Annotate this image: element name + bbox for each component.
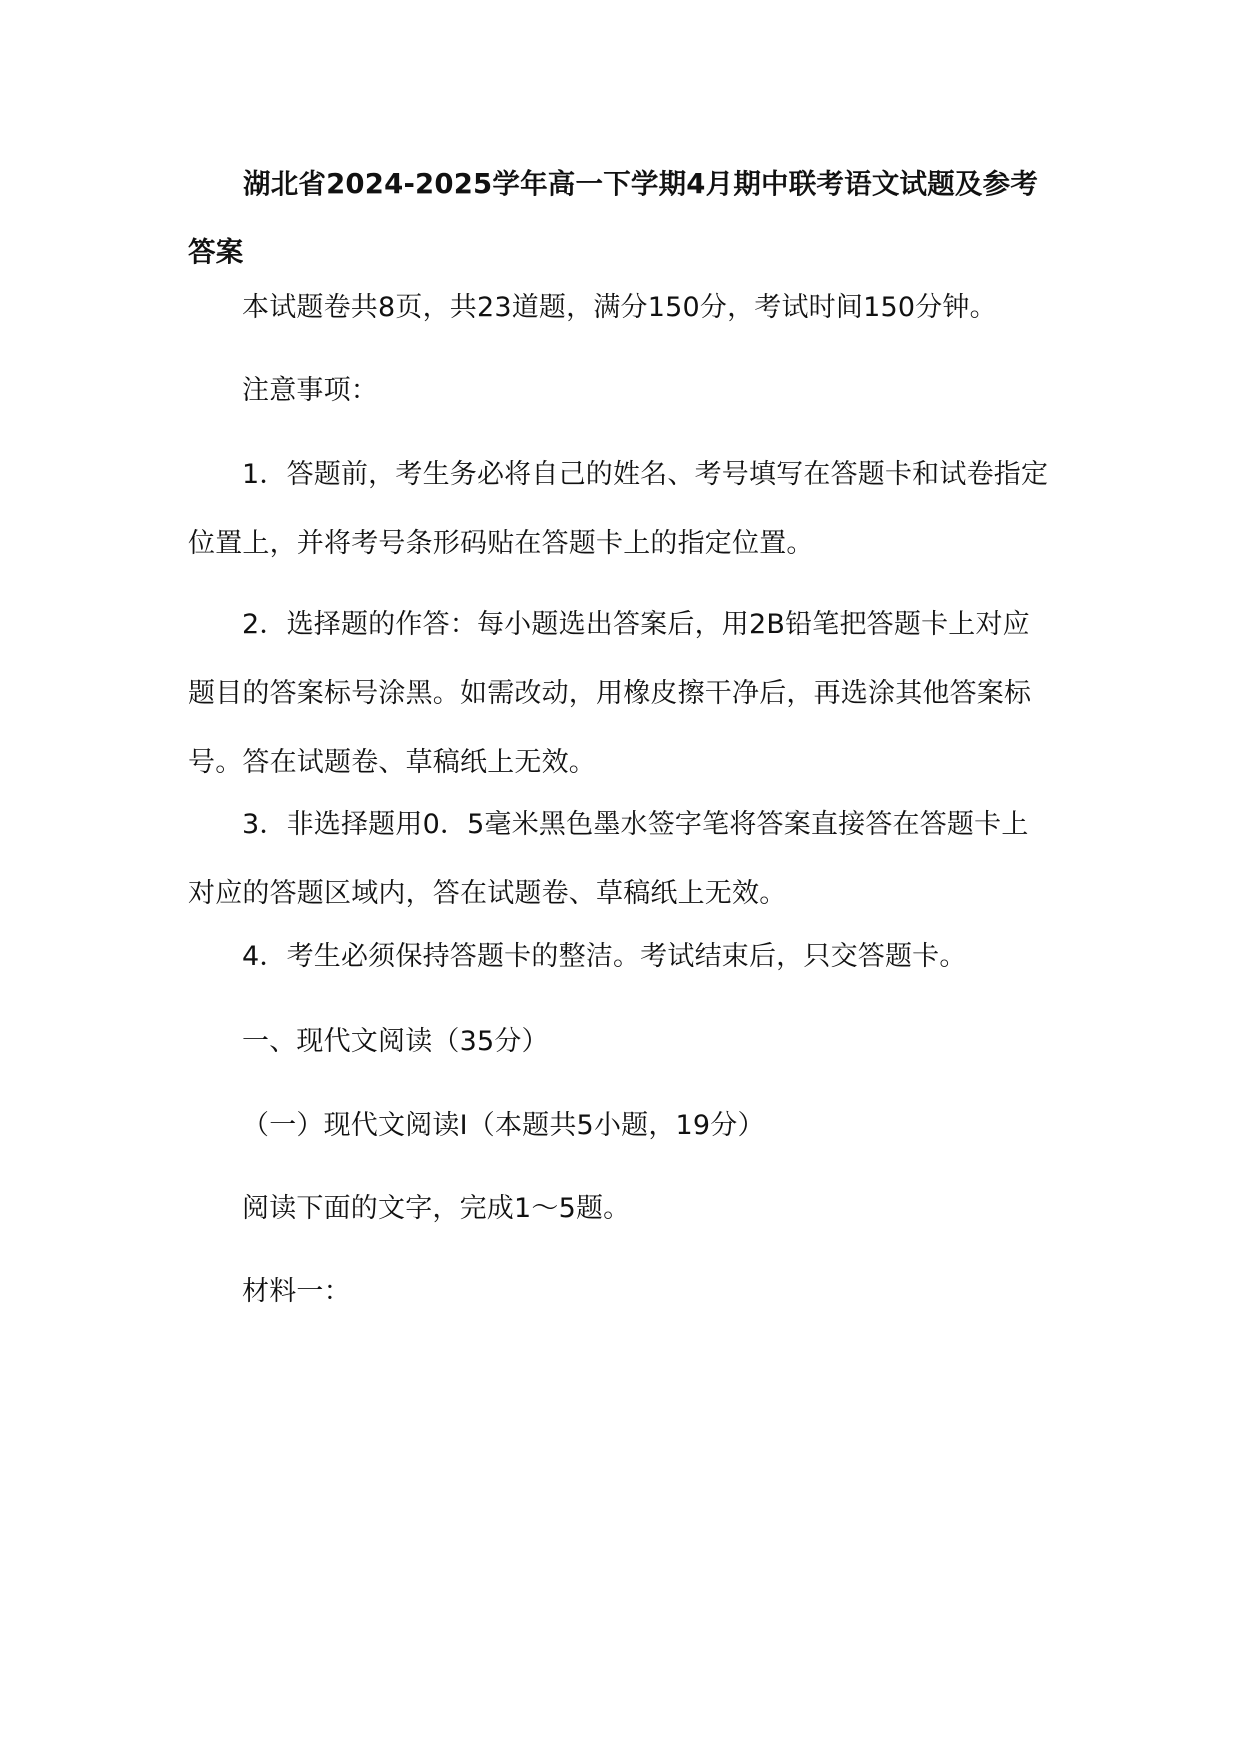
material-label: 材料一： [242, 1276, 351, 1307]
subsection-heading: （一）现代文阅读Ⅰ（本题共5小题，19分） [242, 1110, 765, 1141]
reading-instruction: 阅读下面的文字，完成1～5题。 [242, 1193, 631, 1224]
section-heading: 一、现代文阅读（35分） [242, 1026, 549, 1057]
notice-heading: 注意事项： [242, 375, 378, 406]
notice-item-3: 3．非选择题用0．5毫米黑色墨水签字笔将答案直接答在答题卡上对应的答题区域内，答在试题卷、草稿纸上无效。 [188, 809, 1029, 909]
notice-item-1: 1．答题前，考生务必将自己的姓名、考号填写在答题卡和试卷指定位置上，并将考号条形码贴在答题卡上的指定位置。 [188, 459, 1049, 559]
exam-info: 本试题卷共8页，共23道题，满分150分，考试时间150分钟。 [242, 292, 997, 323]
notice-item-2: 2．选择题的作答：每小题选出答案后，用2B铅笔把答题卡上对应题目的答案标号涂黑。如需改动，用橡皮擦干净后，再选涂其他答案标号。答在试题卷、草稿纸上无效。 [188, 609, 1032, 778]
notice-item-4: 4．考生必须保持答题卡的整洁。考试结束后，只交答题卡。 [242, 941, 967, 972]
document-title: 湖北省2024-2025学年高一下学期4月期中联考语文试题及参考答案 [188, 168, 1039, 268]
